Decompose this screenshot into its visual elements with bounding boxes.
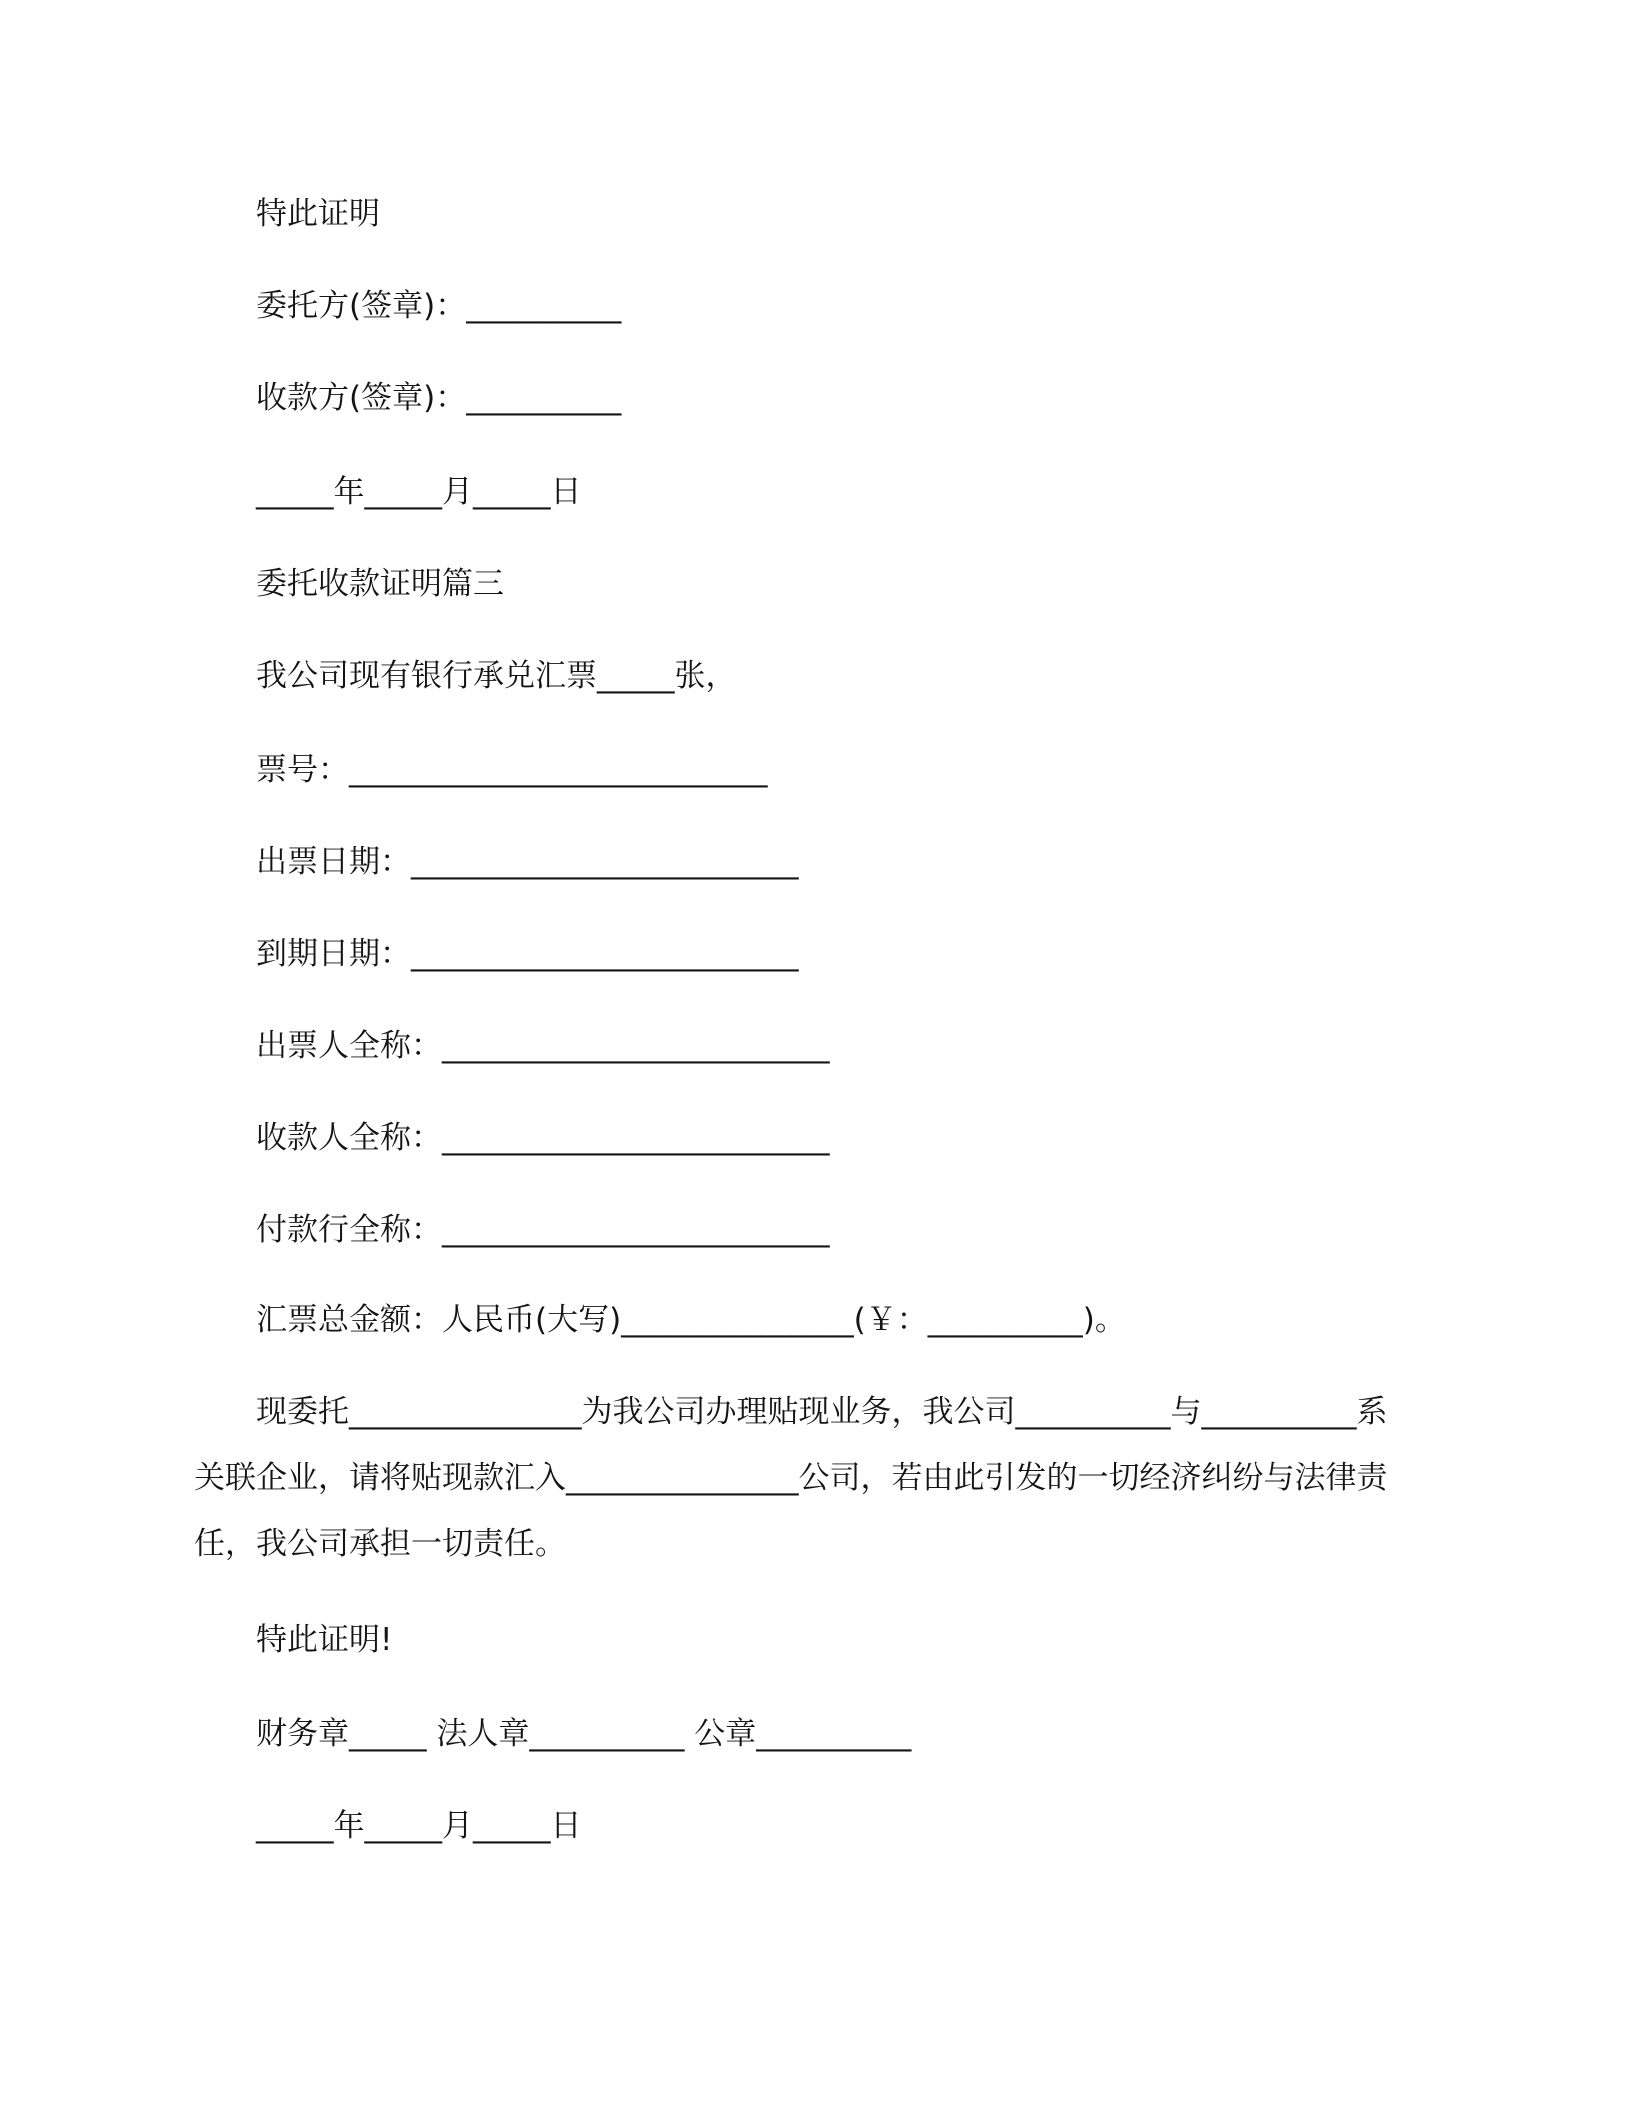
closing-date-line: _____年_____月_____日 xyxy=(256,1808,582,1844)
certify-heading: 特此证明 xyxy=(256,196,380,232)
entrusting-party-signature-line: 委托方(签章)：__________ xyxy=(256,288,622,324)
payee-name-line: 收款人全称：_________________________ xyxy=(256,1120,830,1156)
draft-count-line: 我公司现有银行承兑汇票_____张， xyxy=(256,658,737,694)
total-amount-line: 汇票总金额：人民币(大写)_______________(￥：__________)。 xyxy=(256,1302,1126,1338)
payee-signature-line: 收款方(签章)：__________ xyxy=(256,380,622,416)
date-line: _____年_____月_____日 xyxy=(256,474,582,510)
drawer-name-line: 出票人全称：_________________________ xyxy=(256,1028,830,1064)
section-title: 委托收款证明篇三 xyxy=(256,566,504,602)
due-date-line: 到期日期：_________________________ xyxy=(256,936,799,972)
issue-date-line: 出票日期：_________________________ xyxy=(256,844,799,880)
draft-number-line: 票号：___________________________ xyxy=(256,752,768,788)
paying-bank-line: 付款行全称：_________________________ xyxy=(256,1212,830,1248)
entrustment-paragraph: 现委托_______________为我公司办理贴现业务，我公司__________与__________系关联企业，请将贴现款汇入_______________公司，若由此引发的一切经济纠纷与法律责任，我公司承担一切责任。 xyxy=(194,1394,1388,1562)
certify-statement: 特此证明! xyxy=(256,1622,393,1658)
seals-line: 财务章_____ 法人章__________ 公章__________ xyxy=(256,1716,912,1752)
